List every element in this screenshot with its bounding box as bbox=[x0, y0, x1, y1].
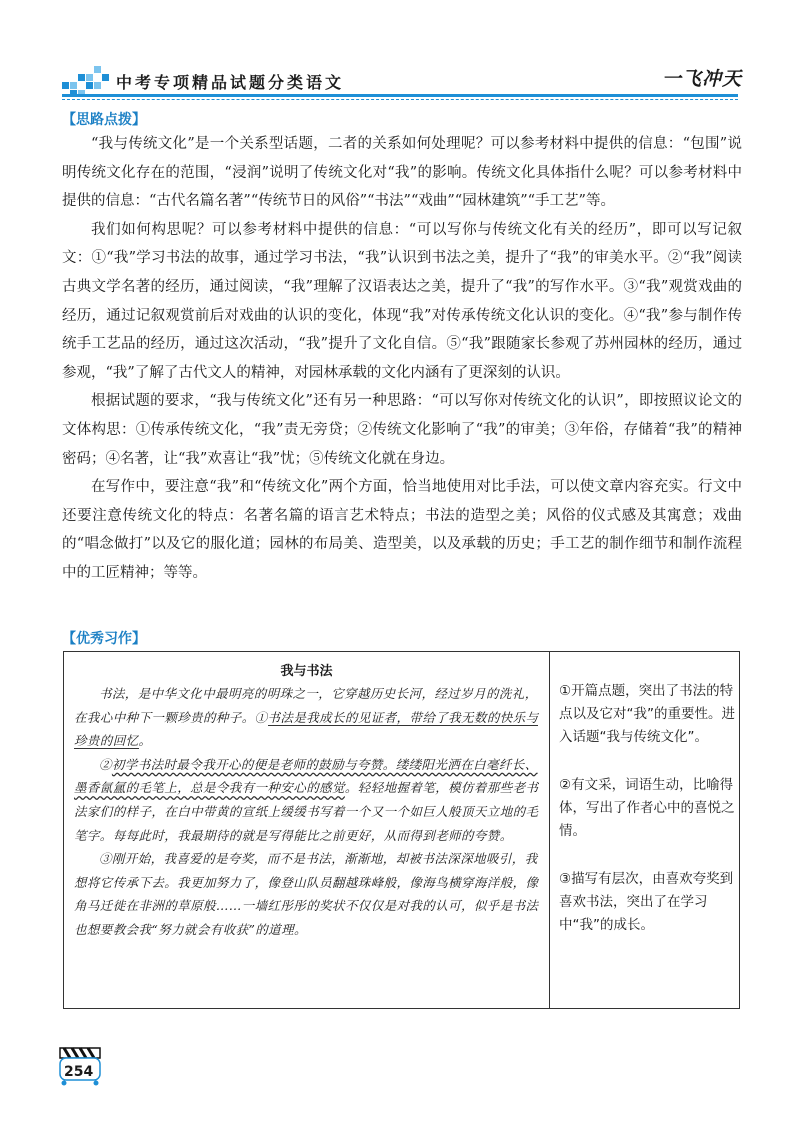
column-divider bbox=[549, 652, 550, 1008]
comment-1: ①开篇点题，突出了书法的特点以及它对“我”的重要性。进入话题“我与传统文化”。 bbox=[559, 683, 735, 746]
subject-label: 语文 bbox=[306, 73, 345, 92]
tips-paragraph: 我们如何构思呢？可以参考材料中提供的信息：“可以写你与传统文化有关的经历”，即可以写记叙文：①“我”学习书法的故事，通过学习书法，“我”认识到书法之美，提升了“我”的审美水平。②“我”阅读古典文学名著的经历，通过阅读，“我”理解了汉语表达之美，提升了“我”的写作水平。③“我”观赏戏曲的经历，通过记叙观赏前后对戏曲的认识的变化，体现“我”对传承传统文化认识的变化。④“我”参与制作传统手工艺品的经历，通过这次活动，“我”提升了文化自信。⑤“我”跟随家长参观了苏州园林的经历，通过参观，“我”了解了古代文人的精神，对园林承载的文化内涵有了更深刻的认识。 bbox=[62, 221, 742, 381]
section-tag-tips: 【思路点拨】 bbox=[62, 112, 146, 128]
tips-paragraph: 根据试题的要求，“我与传统文化”还有另一种思路：“可以写你对传统文化的认识”，即按照议论文的文体构思：①传承传统文化，“我”责无旁贷；②传统文化影响了“我”的审美；③年俗，存储着“我”的精神密码；④名著，让“我”欢喜让“我”忧；⑤传统文化就在身边。 bbox=[62, 393, 742, 467]
essay-body bbox=[74, 682, 540, 942]
essay-title: 我与书法 bbox=[280, 664, 333, 679]
tips-text bbox=[62, 130, 742, 588]
essay-paragraph: ②初学书法时最令我开心的便是老师的鼓励与夸赞。缕缕阳光洒在白毫纤长、墨香氤氲的毛笔上，总是令我有一种安心的感觉。轻轻地握着笔，模仿着那些老书法家们的样子，在白中带黄的宣纸上缓缓书写着一个又一个如巨人般顶天立地的毛笔字。每每此时，我最期待的就是写得能比之前更好，从而得到老师的夸赞。 bbox=[74, 756, 539, 843]
header-rule-dashed bbox=[62, 99, 738, 101]
page-header bbox=[0, 0, 800, 104]
page-number: 254 bbox=[64, 1064, 94, 1080]
comment-3: ③描写有层次，由喜欢夸奖到喜欢书法，突出了在学习中“我”的成长。 bbox=[559, 871, 734, 934]
book-title: 中考专项精品试题分类 bbox=[116, 73, 307, 92]
essay-paragraph: ③刚开始，我喜爱的是夸奖，而不是书法，渐渐地，却被书法深深地吸引，我想将它传承下去。我更加努力了，像登山队员翻越珠峰般，像海鸟横穿海洋般，像角马迁徙在非洲的草原般……一墙红彤彤的奖状不仅仅是对我的认可，似乎是书法也想要教会我“努力就会有收获”的道理。 bbox=[74, 851, 539, 937]
header-rule bbox=[62, 94, 738, 97]
brand-logo: 一飞冲天 bbox=[662, 68, 743, 90]
page-number-badge bbox=[58, 1044, 104, 1092]
tips-paragraph: 在写作中，要注意“我”和“传统文化”两个方面，恰当地使用对比手法，可以使文章内容充实。行文中还要注意传统文化的特点：名著名篇的语言艺术特点；书法的造型之美；风俗的仪式感及其寓意；戏曲的“唱念做打”以及它的服化道；园林的布局美、造型美，以及承载的历史；手工艺的制作细节和制作流程中的工匠精神；等等。 bbox=[62, 479, 742, 581]
essay-paragraph: 书法，是中华文化中最明亮的明珠之一，它穿越历史长河，经过岁月的洗礼，在我心中种下一颗珍贵的种子。①书法是我成长的见证者，带给了我无数的快乐与珍贵的回忆。 bbox=[74, 686, 539, 749]
essay-table bbox=[63, 651, 740, 1009]
tips-paragraph: “我与传统文化”是一个关系型话题，二者的关系如何处理呢？可以参考材料中提供的信息：“包围”说明传统文化存在的范围，“浸润”说明了传统文化对“我”的影响。传统文化具体指什么呢？可以参考材料中提供的信息：“古代名篇名著”“传统节日的风俗”“书法”“戏曲”“园林建筑”“手工艺”等。 bbox=[62, 136, 742, 210]
section-tag-essay: 【优秀习作】 bbox=[62, 631, 146, 647]
comment-2: ②有文采，词语生动，比喻得体，写出了作者心中的喜悦之情。 bbox=[559, 777, 735, 840]
